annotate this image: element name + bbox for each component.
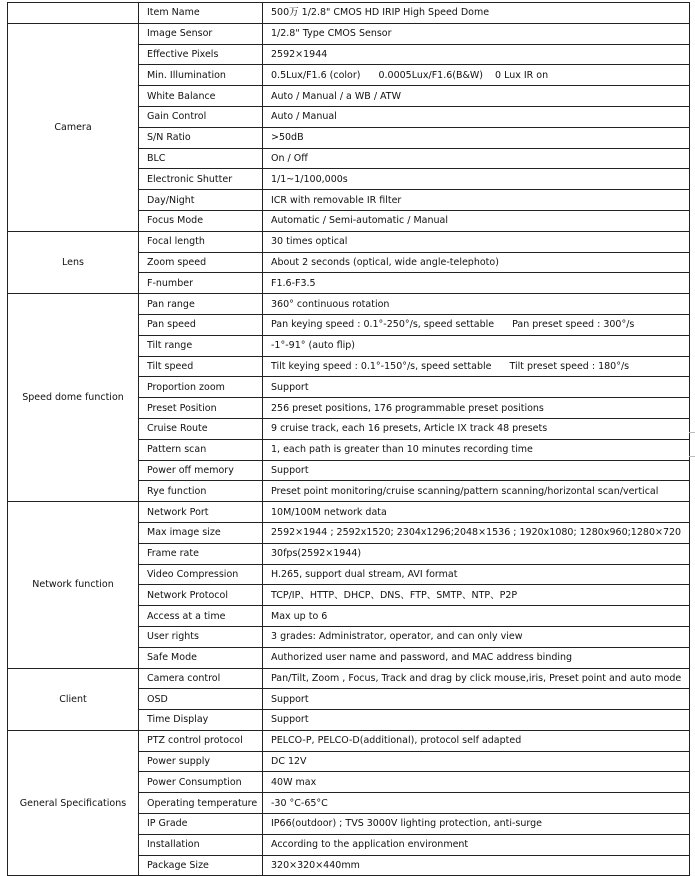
value-cell [263,335,690,356]
param-cell: Frame rate [139,543,263,564]
value-cell [263,543,690,564]
value-cell [263,772,690,793]
value-text: 1, each path is greater than 10 minutes recording time [271,444,533,456]
value-text: 2592×1944 ; 2592x1520; 2304x1296;2048×1536 ; 1920x1080; 1280x960;1280×720 [271,527,682,539]
value-text: 1/2.8" Type CMOS Sensor [271,28,392,40]
value-text: 30fps(2592×1944) [271,548,362,560]
value-text: 40W max [271,776,317,788]
param-cell: Package Size [139,855,263,876]
value-cell [263,460,690,481]
value-text-secondary: Pan preset speed : 300°/s [512,319,635,331]
value-text: About 2 seconds (optical, wide angle-telephoto) [271,256,499,268]
param-cell: Network Port [139,502,263,523]
param-cell: Image Sensor [139,23,263,44]
value-text: PELCO-P, PELCO-D(additional), protocol self adapted [271,735,522,747]
value-cell [263,710,690,731]
value-cell [263,522,690,543]
value-text: ICR with removable IR filter [271,194,402,206]
group-label-cell: Client [8,668,139,730]
value-cell [263,356,690,377]
value-cell [263,751,690,772]
value-cell [263,668,690,689]
value-cell [263,169,690,190]
param-cell: Safe Mode [139,647,263,668]
value-text: Authorized user name and password, and MAC address binding [271,652,573,664]
value-cell [263,398,690,419]
value-text: Support [271,714,309,726]
page-edge-mark [689,432,695,433]
value-cell [263,127,690,148]
table-row [8,294,690,315]
value-cell [263,377,690,398]
value-cell: 500万 1/2.8" CMOS HD IRIP High Speed Dome [263,3,690,24]
param-cell: Gain Control [139,106,263,127]
value-text: Support [271,381,309,393]
value-text-secondary: Tilt preset speed : 180°/s [509,360,630,372]
param-cell: Proportion zoom [139,377,263,398]
param-cell: Pattern scan [139,439,263,460]
param-cell: Pan speed [139,314,263,335]
page-edge-mark [689,456,695,457]
value-text-tertiary: 0 Lux IR on [495,69,549,81]
value-text: 1/1~1/100,000s [271,173,348,185]
table-row [8,231,690,252]
value-text: 30 times optical [271,236,348,248]
value-cell [263,606,690,627]
group-label-cell: Camera [8,23,139,231]
group-label-cell: General Specifications [8,730,139,876]
value-text: Pan keying speed : 0.1°-250°/s, speed settable [271,319,495,331]
group-label-cell: Network function [8,502,139,668]
param-cell: Rye function [139,481,263,502]
value-text: TCP/IP、HTTP、DHCP、DNS、FTP、SMTP、NTP、P2P [271,589,518,601]
value-text: 320×320×440mm [271,860,360,872]
value-cell [263,23,690,44]
param-cell: Preset Position [139,398,263,419]
spec-table [7,2,690,876]
value-cell [263,148,690,169]
value-text: Pan/Tilt, Zoom , Focus, Track and drag by click mouse,iris, Preset point and auto mode [271,672,682,684]
value-cell [263,273,690,294]
value-text: Auto / Manual / a WB / ATW [271,90,402,102]
value-text: According to the application environment [271,839,469,851]
value-cell [263,210,690,231]
value-cell [263,252,690,273]
value-text: 256 preset positions, 176 programmable preset positions [271,402,544,414]
group-label-cell: Lens [8,231,139,293]
param-cell: Video Compression [139,564,263,585]
value-cell [263,44,690,65]
param-cell: Min. Illumination [139,65,263,86]
value-cell [263,314,690,335]
value-cell [263,86,690,107]
value-text: Preset point monitoring/cruise scanning/pattern scanning/horizontal scan/vertical [271,485,659,497]
param-cell: F-number [139,273,263,294]
group-label-cell: Speed dome function [8,294,139,502]
value-text: Support [271,693,309,705]
param-cell: Focal length [139,231,263,252]
param-cell: Day/Night [139,190,263,211]
param-cell: Installation [139,834,263,855]
param-cell: Power Consumption [139,772,263,793]
value-cell [263,294,690,315]
value-text: F1.6-F3.5 [271,277,316,289]
param-cell: Item Name [139,3,263,24]
param-cell: Access at a time [139,606,263,627]
table-row [8,23,690,44]
param-cell: Focus Mode [139,210,263,231]
value-text: Tilt keying speed : 0.1°-150°/s, speed settable [271,360,492,372]
spec-table-body [8,3,690,876]
param-cell: Zoom speed [139,252,263,273]
header-spacer-cell [8,3,139,24]
header-row [8,3,690,24]
value-text: H.265, support dual stream, AVI format [271,568,458,580]
param-cell: Camera control [139,668,263,689]
value-cell [263,647,690,668]
value-text: >50dB [271,132,304,144]
param-cell: Tilt range [139,335,263,356]
value-cell [263,418,690,439]
value-text: DC 12V [271,756,307,768]
value-text: On / Off [271,152,308,164]
param-cell: PTZ control protocol [139,730,263,751]
value-text: Auto / Manual [271,111,337,123]
param-cell: BLC [139,148,263,169]
param-cell: Time Display [139,710,263,731]
value-text: Automatic / Semi-automatic / Manual [271,215,448,227]
value-cell [263,834,690,855]
param-cell: Max image size [139,522,263,543]
value-text: Support [271,464,309,476]
value-text: 360° continuous rotation [271,298,390,310]
param-cell: IP Grade [139,814,263,835]
value-cell [263,585,690,606]
value-text: 2592×1944 [271,48,328,60]
value-cell [263,106,690,127]
value-cell [263,855,690,876]
value-cell [263,190,690,211]
param-cell: User rights [139,626,263,647]
value-text: 10M/100M network data [271,506,387,518]
value-text: Max up to 6 [271,610,328,622]
table-row [8,668,690,689]
value-text-secondary: 0.0005Lux/F1.6(B&W) [378,69,483,81]
param-cell: White Balance [139,86,263,107]
param-cell: Tilt speed [139,356,263,377]
value-cell [263,502,690,523]
value-cell [263,231,690,252]
value-cell [263,793,690,814]
value-cell [263,689,690,710]
value-text: 9 cruise track, each 16 presets, Article IX track 48 presets [271,423,548,435]
value-cell [263,65,690,86]
value-text: -1°-91° (auto flip) [271,340,355,352]
param-cell: Operating temperature [139,793,263,814]
value-cell [263,564,690,585]
value-text: 0.5Lux/F1.6 (color) [271,69,361,81]
value-cell [263,439,690,460]
param-cell: Power supply [139,751,263,772]
param-cell: Network Protocol [139,585,263,606]
table-row [8,502,690,523]
value-text: 3 grades: Administrator, operator, and can only view [271,631,523,643]
param-cell: S/N Ratio [139,127,263,148]
param-cell: Cruise Route [139,418,263,439]
value-cell [263,481,690,502]
value-cell [263,626,690,647]
value-text: IP66(outdoor) ; TVS 3000V lighting protection, anti-surge [271,818,542,830]
table-row [8,730,690,751]
param-cell: Effective Pixels [139,44,263,65]
param-cell: Pan range [139,294,263,315]
param-cell: Power off memory [139,460,263,481]
param-cell: OSD [139,689,263,710]
param-cell: Electronic Shutter [139,169,263,190]
value-cell [263,814,690,835]
value-text: -30 °C-65°C [271,797,328,809]
value-cell [263,730,690,751]
